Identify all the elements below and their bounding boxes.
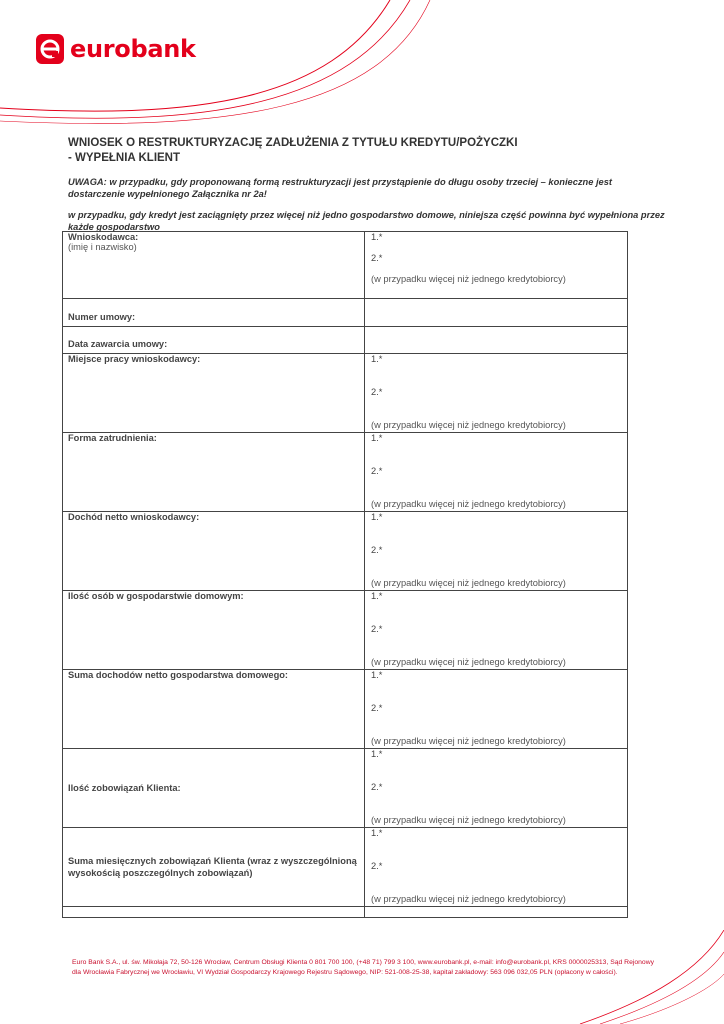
applicant-label: Wnioskodawca: [68,232,139,242]
household-size-slot-1: 1.* [371,591,383,601]
household-size-label: Ilość osób w gospodarstwie domowym: [68,591,244,601]
table-row [63,828,628,907]
household-size-label-cell [63,591,365,670]
decorative-curves-bottom [560,930,724,1024]
workplace-slot-2: 2.* [371,387,383,397]
obligations-sum-hint: (w przypadku więcej niż jednego kredytobiorcy) [371,894,566,904]
workplace-label-cell [63,354,365,433]
footer-line-1: Euro Bank S.A., ul. św. Mikołaja 72, 50-126 Wrocław, Centrum Obsługi Klienta 0 801 700 100, (+48 71) 799 3 100, www.eurobank.pl, e-mail: info@eurobank.pl, KRS 0000025313, Sąd Rejonowy [72,959,655,966]
obligations-count-hint: (w przypadku więcej niż jednego kredytobiorcy) [371,815,566,825]
brand-name: eurobank [70,35,196,63]
decorative-curves [0,0,724,130]
household-income-hint: (w przypadku więcej niż jednego kredytobiorcy) [371,736,566,746]
title-line-1: WNIOSEK O RESTRUKTURYZACJĘ ZADŁUŻENIA Z TYTUŁU KREDYTU/POŻYCZKI [68,137,518,149]
household-size-hint: (w przypadku więcej niż jednego kredytobiorcy) [371,657,566,667]
obligations-sum-label-cell [63,828,365,907]
empty-cell-right[interactable] [365,907,628,918]
footer-line-2: dla Wrocławia Fabrycznej we Wrocławiu, VI Wydział Gospodarczy Krajowego Rejestru Sądowego, NIP: 521-008-25-38, kapitał zakładowy: 563 096 032,05 PLN (opłacony w całości). [72,969,618,976]
employment-form-input-cell[interactable] [365,433,628,512]
employment-form-label: Forma zatrudnienia: [68,433,157,443]
employment-form-slot-1: 1.* [371,433,383,443]
obligations-count-slot-1: 1.* [371,749,383,759]
household-size-input-cell[interactable] [365,591,628,670]
application-form-table [62,231,628,918]
table-row [63,591,628,670]
table-row [63,907,628,918]
obligations-sum-label: Suma miesięcznych zobowiązań Klienta (wraz z wyszczególnioną wysokością poszczególnych zobowiązań) [68,856,357,878]
contract-date-label-cell [63,327,365,354]
net-income-input-cell[interactable] [365,512,628,591]
workplace-slot-1: 1.* [371,354,383,364]
household-note: w przypadku, gdy kredyt jest zaciągnięty przez więcej niż jedno gospodarstwo domowe, niniejsza część powinna być wypełniona przez każde gospodarstwo [68,210,665,232]
table-row [63,749,628,828]
obligations-sum-input-cell[interactable] [365,828,628,907]
net-income-label-cell [63,512,365,591]
household-income-slot-2: 2.* [371,703,383,713]
applicant-slot-2: 2.* [371,253,383,263]
eurobank-logo [36,34,196,64]
applicant-slot-1: 1.* [371,232,383,242]
contract-number-input-cell[interactable] [365,299,628,327]
obligations-sum-slot-1: 1.* [371,828,383,838]
applicant-sublabel: (imię i nazwisko) [68,242,137,252]
household-income-label-cell [63,670,365,749]
applicant-label-cell [63,232,365,299]
empty-cell-left [63,907,365,918]
household-size-slot-2: 2.* [371,624,383,634]
table-row [63,354,628,433]
obligations-count-label-cell [63,749,365,828]
obligations-count-label: Ilość zobowiązań Klienta: [68,783,181,793]
table-row [63,433,628,512]
employment-form-hint: (w przypadku więcej niż jednego kredytobiorcy) [371,499,566,509]
table-row [63,232,628,299]
obligations-count-slot-2: 2.* [371,782,383,792]
net-income-slot-2: 2.* [371,545,383,555]
employment-form-label-cell [63,433,365,512]
net-income-label: Dochód netto wnioskodawcy: [68,512,200,522]
household-income-slot-1: 1.* [371,670,383,680]
net-income-slot-1: 1.* [371,512,383,522]
contract-number-label-cell [63,299,365,327]
page-title [68,136,648,166]
obligations-sum-slot-2: 2.* [371,861,383,871]
warning-note: UWAGA: w przypadku, gdy proponowaną formą restrukturyzacji jest przystąpienie do długu osoby trzeciej – konieczne jest dostarczenie wypełnionego Załącznika nr 2a! [68,177,612,199]
household-income-input-cell[interactable] [365,670,628,749]
household-income-label: Suma dochodów netto gospodarstwa domowego: [68,670,289,680]
table-row [63,299,628,327]
table-row [63,327,628,354]
contract-number-label: Numer umowy: [68,312,136,322]
applicant-input-cell[interactable] [365,232,628,299]
contract-date-label: Data zawarcia umowy: [68,339,168,349]
workplace-label: Miejsce pracy wnioskodawcy: [68,354,201,364]
employment-form-slot-2: 2.* [371,466,383,476]
title-line-2: - WYPEŁNIA KLIENT [68,152,181,164]
eurobank-logo-icon [36,34,64,64]
table-row [63,670,628,749]
applicant-hint: (w przypadku więcej niż jednego kredytobiorcy) [371,274,566,284]
table-row [63,512,628,591]
contract-date-input-cell[interactable] [365,327,628,354]
workplace-input-cell[interactable] [365,354,628,433]
obligations-count-input-cell[interactable] [365,749,628,828]
net-income-hint: (w przypadku więcej niż jednego kredytobiorcy) [371,578,566,588]
workplace-hint: (w przypadku więcej niż jednego kredytobiorcy) [371,420,566,430]
